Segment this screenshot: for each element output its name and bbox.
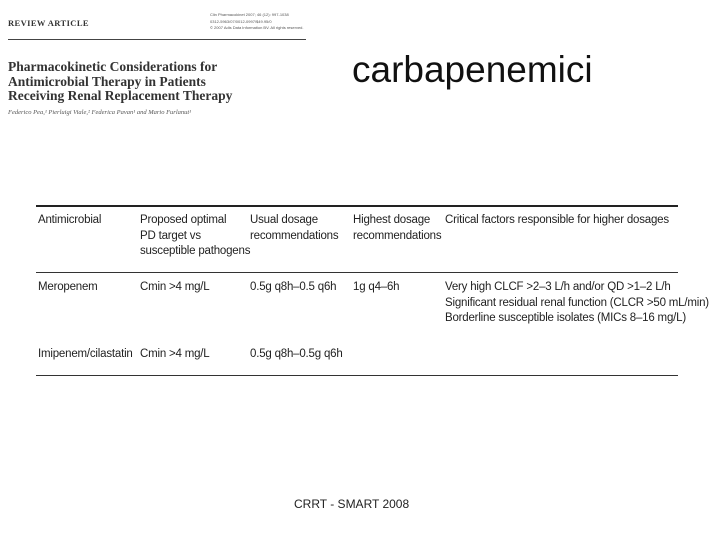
- header-text: Highest dosage: [353, 214, 431, 226]
- cell-highest: [353, 342, 445, 372]
- citation-line: Clin Pharmacokinet 2007; 46 (12): 997-1038: [210, 12, 289, 17]
- paper-authors: Federico Pea,¹ Pierluigi Viale,² Federica Pavan¹ and Mario Furlanut¹: [8, 108, 192, 116]
- cell-drug: [36, 342, 140, 372]
- critical-factor: Borderline susceptible isolates (MICs 8–16 mg/L): [445, 312, 686, 324]
- paper-title-line: Antimicrobial Therapy in Patients: [8, 73, 206, 89]
- paper-title: [8, 60, 298, 104]
- drug-name: Imipenem/cilastatin: [38, 348, 133, 360]
- slide-footer: CRRT - SMART 2008: [294, 497, 410, 511]
- cell-usual: [250, 342, 353, 372]
- header-usual-dosage: [250, 207, 353, 273]
- cell-drug: [36, 273, 140, 342]
- usual-dosage: 0.5g q8h–0.5g q6h: [250, 348, 343, 360]
- header-pd-target: [140, 207, 250, 273]
- citation-fine-print: [210, 12, 306, 32]
- cell-factors: [445, 342, 678, 372]
- header-critical-factors: [445, 207, 678, 273]
- table-header-row: [36, 207, 678, 273]
- table-bottom-rule: [36, 375, 678, 376]
- masthead-rule: [8, 39, 306, 40]
- critical-factor: Very high CLCF >2–3 L/h and/or QD >1–2 L/h: [445, 281, 671, 293]
- table-row: [36, 273, 709, 342]
- highest-dosage: 1g q4–6h: [353, 281, 400, 293]
- critical-factor: Significant residual renal function (CLCR >50 mL/min): [445, 296, 709, 309]
- header-text: Critical factors responsible for higher dosages: [445, 214, 669, 226]
- cell-factors: [445, 273, 709, 342]
- header-text: Proposed optimal: [140, 214, 227, 226]
- pd-target: Cmin >4 mg/L: [140, 348, 210, 360]
- dosage-table: [36, 205, 709, 372]
- journal-header: [8, 12, 306, 116]
- issn-line: 0312-5963/07/0012-0997/$49.95/0: [210, 18, 272, 24]
- table-row: [36, 342, 678, 372]
- header-text: PD target vs: [140, 229, 201, 242]
- cell-target: [140, 342, 250, 372]
- paper-title-line: Pharmacokinetic Considerations for: [8, 59, 218, 74]
- copyright-line: © 2007 Adis Data Information BV. All rights reserved.: [210, 25, 304, 30]
- cell-highest: [353, 273, 445, 342]
- header-text: recommendations: [353, 229, 442, 242]
- header-antimicrobial: [36, 207, 140, 273]
- drug-name: Meropenem: [38, 281, 98, 293]
- paper-title-line: Receiving Renal Replacement Therapy: [8, 88, 233, 103]
- article-type-label: REVIEW ARTICLE: [8, 18, 89, 28]
- header-text: Usual dosage: [250, 214, 318, 226]
- cell-usual: [250, 273, 353, 342]
- journal-masthead: [8, 12, 306, 40]
- header-text: Antimicrobial: [38, 214, 102, 226]
- cell-target: [140, 273, 250, 342]
- pd-target: Cmin >4 mg/L: [140, 281, 210, 293]
- header-text: recommendations: [250, 229, 339, 242]
- header-text: susceptible pathogens: [140, 245, 251, 257]
- slide-title: carbapenemici: [352, 49, 593, 90]
- usual-dosage: 0.5g q8h–0.5 q6h: [250, 281, 337, 293]
- header-highest-dosage: [353, 207, 445, 273]
